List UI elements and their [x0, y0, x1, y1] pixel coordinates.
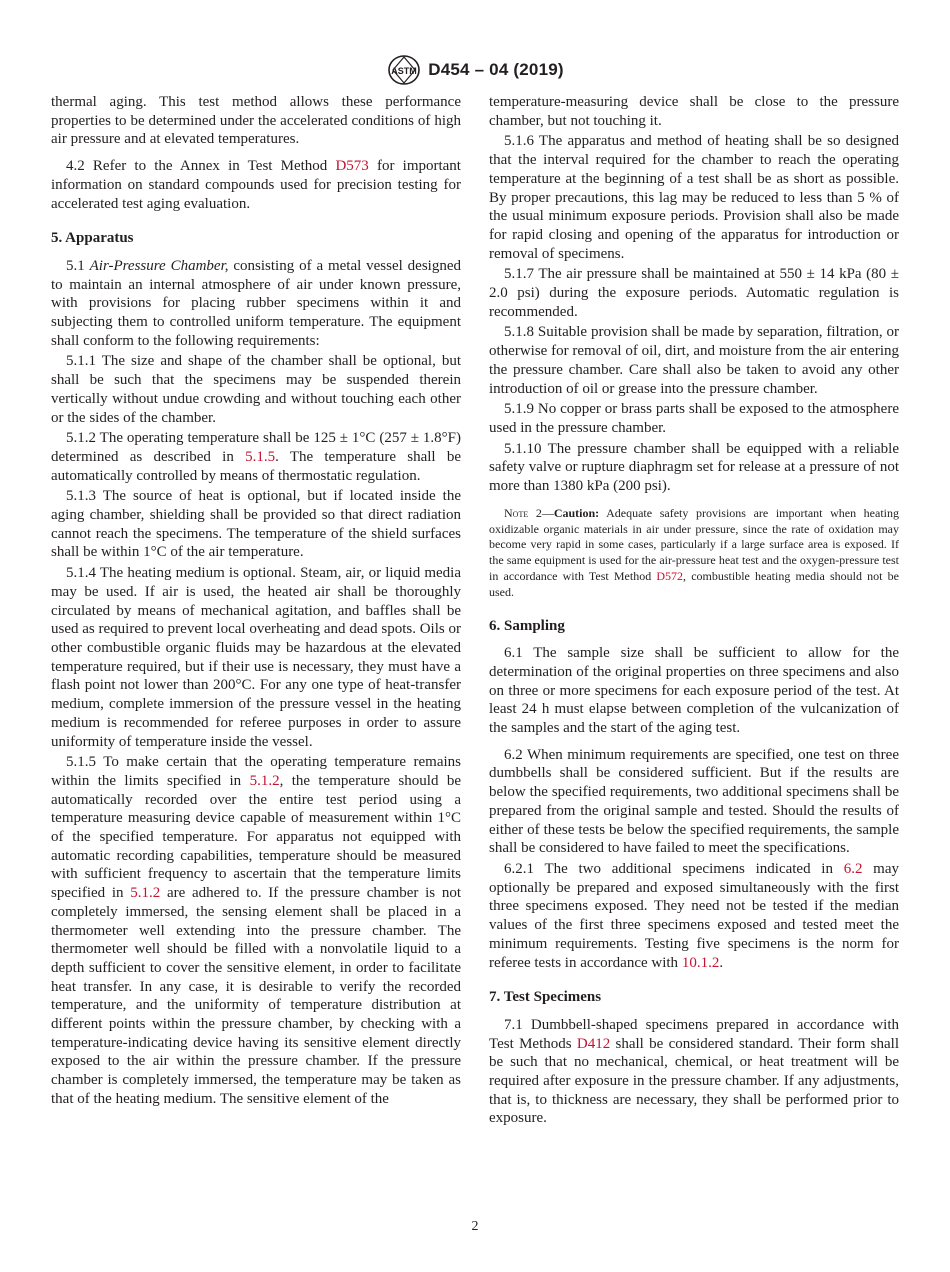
paragraph-6-2: 6.2 When minimum requirements are specified, one test on three dumbbells shall be considered sufficient. But if the results are below the specified requirements, two additional specimens shall be prepared from the original sample and tested. Should the results of either of these tests be below the specified requirements, the sample shall be considered to have failed to meet the specifications. — [489, 746, 899, 857]
link-5-1-2[interactable]: 5.1.2 — [130, 885, 161, 902]
paragraph-5-1-7: 5.1.7 The air pressure shall be maintained at 550 ± 14 kPa (80 ± 2.0 psi) during the exposure periods. Automatic regulation is recommended. — [489, 266, 899, 320]
section-heading-sampling: 6. Sampling — [489, 617, 565, 634]
paragraph-5-1: 5.1 Air-Pressure Chamber, consisting of a metal vessel designed to maintain an internal atmosphere of air under known pressure, with provisions for placing rubber specimens within it and subjecting them to controlled uniform temperature. The equipment shall conform to the following requirements: — [51, 257, 461, 349]
page-number: 2 — [471, 1219, 479, 1234]
paragraph-4-2: 4.2 Refer to the Annex in Test Method D573 for important information on standard compounds used for precision testing for accelerated test aging evaluation. — [51, 158, 461, 212]
link-6-2[interactable]: 6.2 — [843, 860, 863, 877]
paragraph-6-2-1: 6.2.1 The two additional specimens indicated in 6.2 may optionally be prepared and exposed simultaneously with the first three specimens exposed. They need not be tested if the median values of the first three specimens exposed and tested meet the minimum requirements. Testing five specimens is the norm for referee tests in accordance with 10.1.2. — [489, 860, 899, 971]
paragraph-5-1-2: 5.1.2 The operating temperature shall be 125 ± 1°C (257 ± 1.8°F) determined as described in 5.1.5. The temperature shall be automatically controlled by means of thermostatic regulation. — [51, 430, 461, 484]
paragraph-continued: temperature-measuring device shall be close to the pressure chamber, but not touching it. — [489, 94, 899, 129]
paragraph-5-1-10: 5.1.10 The pressure chamber shall be equipped with a reliable safety valve or rupture diaphragm set for release at a pressure of not more than 1380 kPa (200 psi). — [489, 440, 899, 495]
astm-logo-icon — [386, 54, 422, 86]
link-d572[interactable]: D572 — [656, 568, 684, 583]
paragraph-5-1-8: 5.1.8 Suitable provision shall be made by separation, filtration, or otherwise for removal of oil, dirt, and moisture from the air entering the pressure chamber. Care shall also be taken to avoid any other introduction of oil or grease into the pressure chamber. — [489, 324, 899, 397]
paragraph-5-1-1: 5.1.1 The size and shape of the chamber shall be optional, but shall be such that the specimens may be suspended therein vertically without undue crowding and without touching each other or the sides of the chamber. — [51, 353, 461, 426]
paragraph-5-1-3: 5.1.3 The source of heat is optional, but if located inside the aging chamber, shielding shall be provided so that direct radiation cannot reach the specimens. The temperature of the shield surfaces shall be within 1°C of the air temperature. — [51, 488, 461, 561]
paragraph-5-1-9: 5.1.9 No copper or brass parts shall be exposed to the atmosphere used in the pressure chamber. — [489, 401, 899, 436]
paragraph-5-1-6: 5.1.6 The apparatus and method of heating shall be so designed that the interval required for the chamber to reach the operating temperature at the beginning of a test shall be as short as possible. By proper precautions, this lag may be reduced to less than 5 % of the usual minimum exposure periods. Provision shall also be made for rapid closing and opening of the apparatus for introduction or removal of specimens. — [489, 133, 899, 262]
link-10-1-2[interactable]: 10.1.2 — [681, 954, 720, 971]
document-designation: D454 – 04 (2019) — [428, 60, 564, 79]
paragraph-6-1: 6.1 The sample size shall be sufficient to allow for the determination of the original properties on three specimens and also on three or more specimens for each exposure period of the test. At least 24 h must elapse between completion of the vulcanization of the samples and the start of the aging test. — [489, 645, 899, 737]
paragraph-5-1-5: 5.1.5 To make certain that the operating temperature remains within the limits specified in 5.1.2, the temperature should be automatically recorded over the entire test period using a temperature measuring device capable of measurement within 1°C of the specified temperature. For apparatus not equipped with automatic recording capabilities, temperature should be measured with sufficient frequency to ascertain that the temperature limits specified in 5.1.2 are adhered to. If the pressure chamber is not completely immersed, the sensing element shall be placed in a thermometer well extending into the pressure chamber. The thermometer well should be filled with a nonvolatile liquid to a depth sufficient to cover the sensitive element, in order to facilitate heat transfer. In any case, it is desirable to verify the recorded temperature, and the uniformity of temperature distribution at different points within the pressure chamber, by checking with a temperature-indicating device having its sensitive element directly exposed to the air within the pressure chamber. If the pressure chamber is completely immersed, the temperature may be taken as that of the heating medium. The sensitive element of the — [51, 754, 461, 1107]
section-heading-test-specimens: 7. Test Specimens — [489, 989, 602, 1006]
paragraph-5-1-4: 5.1.4 The heating medium is optional. Steam, air, or liquid media may be used. If air is used, the heated air shall be thoroughly circulated by means of mechanical agitation, and baffles shall be used as required to prevent local overheating and dead spots. Oils or other combustible organic fluids may be hazardous at the elevated temperature required, but if their use is necessary, they must have a flash point not lower than 200°C. For any one type of heat-transfer medium, complete immersion of the pressure vessel in the heating medium is recommended for referee purposes in order to assure uniformity of temperature inside the vessel. — [51, 565, 461, 750]
left-column — [51, 93, 461, 1111]
link-d412[interactable]: D412 — [576, 1035, 611, 1052]
page-header — [0, 54, 950, 86]
section-heading-apparatus: 5. Apparatus — [51, 230, 134, 247]
paragraph-continued: thermal aging. This test method allows these performance properties to be determined under the accelerated conditions of high air pressure and at elevated temperatures. — [51, 94, 461, 148]
link-d573[interactable]: D573 — [335, 158, 369, 175]
svg-text:ASTM: ASTM — [391, 66, 417, 76]
link-5-1-2[interactable]: 5.1.2 — [249, 772, 280, 789]
note-2: Note 2—Caution: Adequate safety provisions are important when heating oxidizable organic materials in air under pressure, since the rate of oxidation may become very rapid in some cases, particularly if a large surface area is exposed. If the same equipment is used for the air-pressure heat test and the oxygen-pressure test in accordance with Test Method D572, combustible heating media should not be used. — [489, 505, 900, 599]
paragraph-7-1: 7.1 Dumbbell-shaped specimens prepared in accordance with Test Methods D412 shall be considered standard. Their form shall be such that no mechanical, chemical, or heat treatment will be required after exposure in the pressure chamber. If any adjustments, that is, to thickness are necessary, they shall be performed prior to exposure. — [489, 1016, 899, 1127]
right-column — [489, 93, 899, 1130]
link-5-1-5[interactable]: 5.1.5 — [245, 448, 276, 465]
